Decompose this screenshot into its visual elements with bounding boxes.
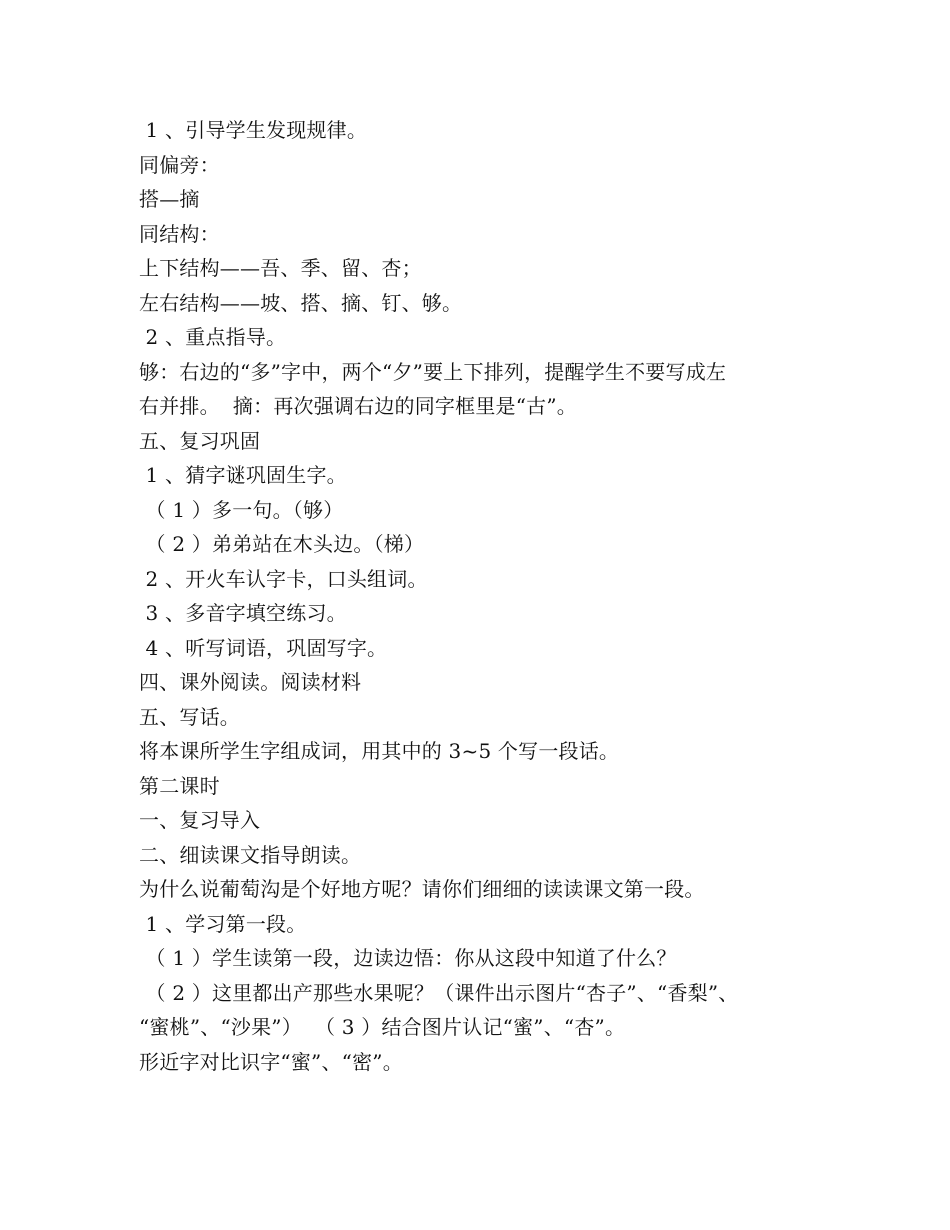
text-line: “蜜桃”、“沙果”） （ 3 ）结合图片认记“蜜”、“杏”。 xyxy=(139,1015,626,1039)
text-line: 1 、学习第一段。 xyxy=(139,911,307,936)
section-heading: 五、写话。 xyxy=(139,704,240,729)
text-line: 1 、猜字谜巩固生字。 xyxy=(139,463,347,487)
section-heading: 五、复习巩固 xyxy=(139,428,261,453)
text-line: 1 、引导学生发现规律。 xyxy=(139,118,368,142)
text-line: 搭—摘 xyxy=(139,187,200,211)
text-line: 2 、重点指导。 xyxy=(139,325,287,349)
text-line: 形近字对比识字“蜜”、“密”。 xyxy=(139,1049,403,1074)
text-line: （ 1 ）学生读第一段，边读边悟：你从这段中知道了什么？ xyxy=(139,946,677,970)
text-line: 3 、多音字填空练习。 xyxy=(139,601,347,625)
text-line: 将本课所学生字组成词，用其中的 3~5 个写一段话。 xyxy=(139,739,620,763)
text-line: 同结构： xyxy=(139,221,220,246)
text-line: 同偏旁： xyxy=(139,152,220,177)
section-heading: 一、复习导入 xyxy=(139,808,261,832)
section-heading: 四、课外阅读。阅读材料 xyxy=(139,670,362,694)
text-line: 右并排。 摘：再次强调右边的同字框里是“古”。 xyxy=(139,394,577,418)
section-heading: 第二课时 xyxy=(139,773,220,798)
text-line: 左右结构——坡、搭、摘、钉、够。 xyxy=(139,290,463,315)
section-heading: 二、细读课文指导朗读。 xyxy=(139,842,362,867)
text-line: 为什么说葡萄沟是个好地方呢？请你们细细的读读课文第一段。 xyxy=(139,877,705,901)
text-line: 4 、听写词语，巩固写字。 xyxy=(139,635,388,660)
text-line: （ 2 ）这里都出产那些水果呢？（课件出示图片“杏子”、“香梨”、 xyxy=(139,980,739,1005)
text-line: 2 、开火车认字卡，口头组词。 xyxy=(139,566,428,591)
text-line: 够：右边的“多”字中，两个“夕”要上下排列，提醒学生不要写成左 xyxy=(139,359,727,384)
text-line: （ 2 ）弟弟站在木头边。（梯） xyxy=(139,532,425,556)
text-line: 上下结构——吾、季、留、杏； xyxy=(139,256,422,280)
text-line: （ 1 ）多一句。（够） xyxy=(139,497,344,522)
lesson-plan-text xyxy=(139,113,829,1079)
